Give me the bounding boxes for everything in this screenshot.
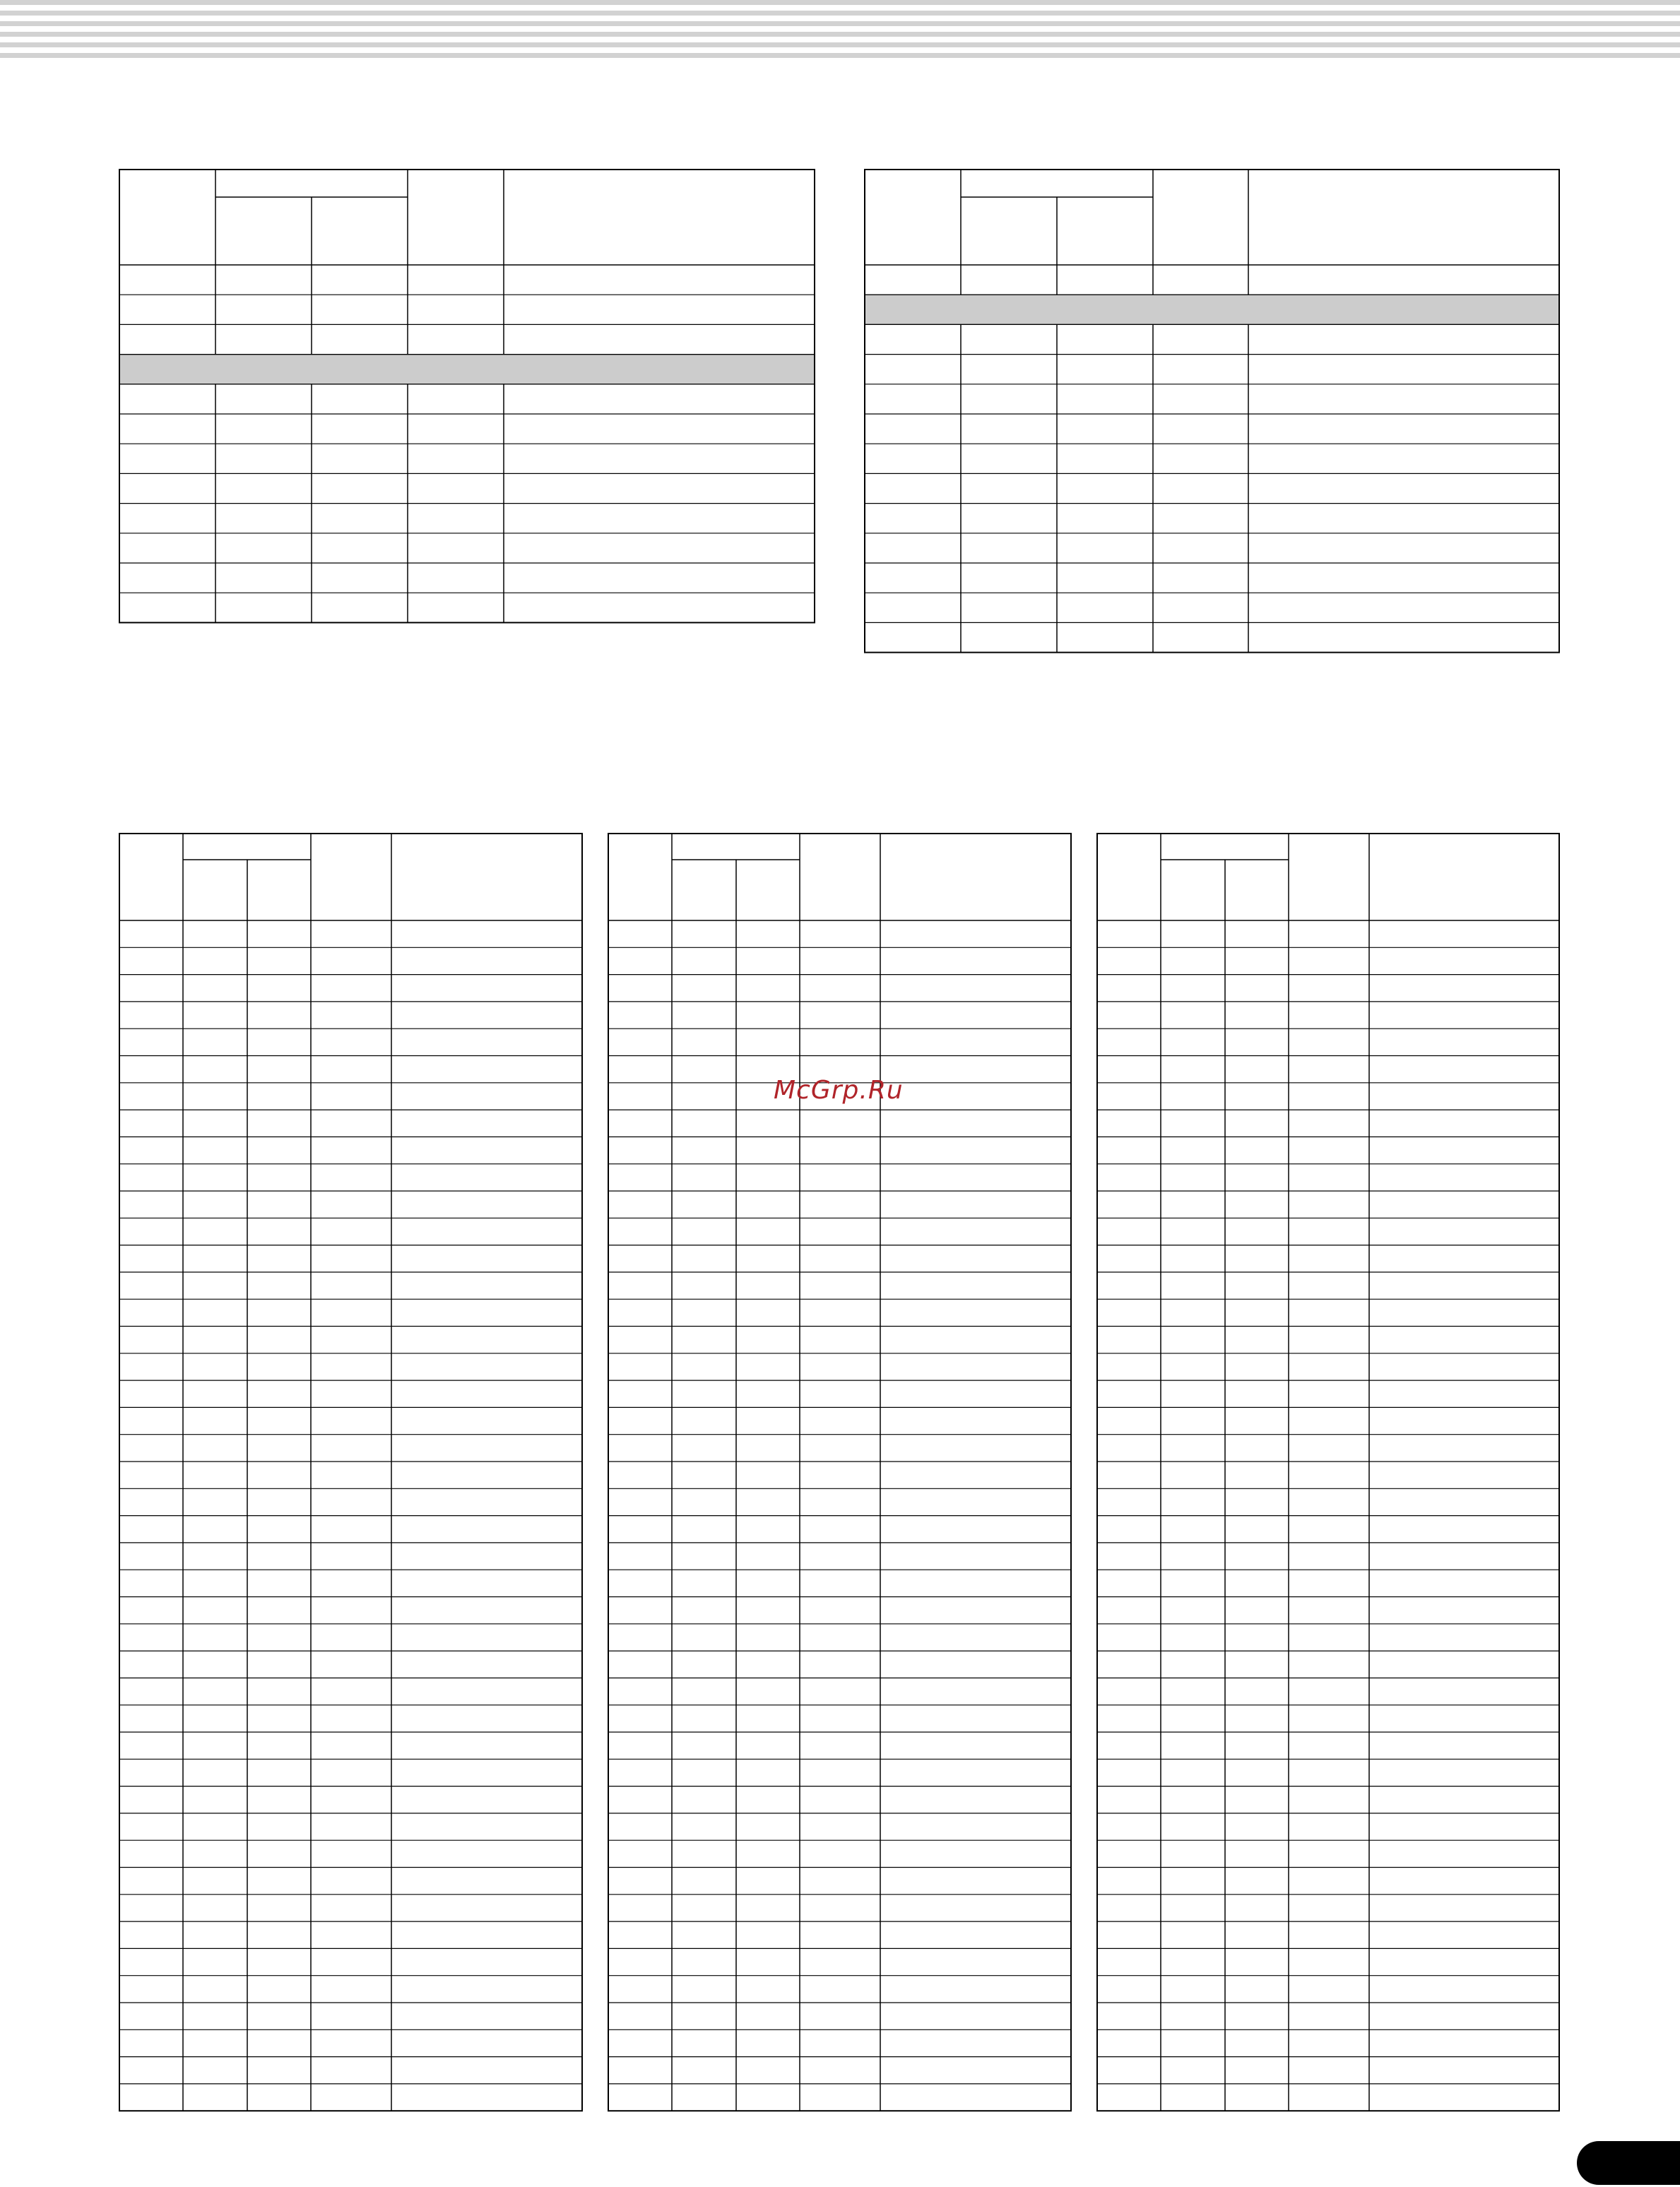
table-frame	[865, 170, 1559, 653]
watermark-text: McGrp.Ru	[774, 1076, 904, 1105]
header-stripes	[0, 0, 1680, 58]
table-frame	[1097, 834, 1559, 2111]
table-frame	[608, 834, 1071, 2111]
section-band	[119, 355, 815, 384]
table-top-left	[119, 170, 815, 622]
table-frame	[119, 170, 815, 622]
table-frame	[119, 834, 582, 2111]
table-bottom-middle	[608, 834, 1071, 2111]
section-band	[865, 295, 1559, 324]
page-number-tab	[1577, 2141, 1680, 2185]
table-bottom-right	[1097, 834, 1559, 2111]
table-top-right	[865, 170, 1559, 653]
table-bottom-left	[119, 834, 582, 2111]
